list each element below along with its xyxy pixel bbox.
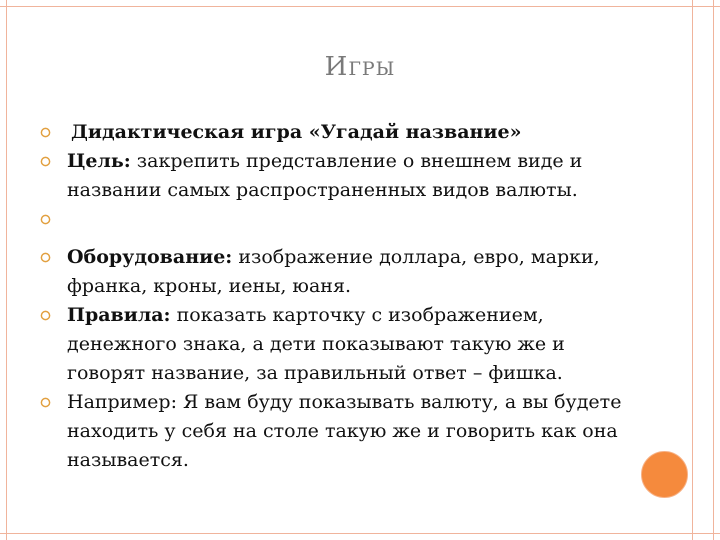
decorative-circle <box>641 451 688 498</box>
slide-title-cap: И <box>324 52 349 82</box>
rules-text: показать карточку с изображением, денежного знака, а дети показывают такую же и говорят название, за правильный ответ – фишка. <box>67 304 565 384</box>
rules-label: Правила: <box>67 304 171 326</box>
equipment-text: изображение доллара, евро, марки, франка, кроны, иены, юаня. <box>67 246 600 297</box>
list-item-game <box>40 118 640 147</box>
example-text: Например: Я вам буду показывать валюту, а вы будете находить у себя на столе такую же и говорить как она называется. <box>67 391 622 471</box>
slide-title-rest: ГРЫ <box>348 58 396 80</box>
frame-line-right-inner <box>692 0 693 540</box>
bullet-icon <box>40 252 51 263</box>
list-item-equipment <box>40 243 640 301</box>
game-title: Дидактическая игра «Угадай название» <box>71 121 522 143</box>
bullet-icon <box>40 397 51 408</box>
frame-line-top <box>0 6 720 7</box>
list-item-goal <box>40 147 640 205</box>
bullet-icon <box>40 127 51 138</box>
bullet-list <box>40 118 640 475</box>
equipment-label: Оборудование: <box>67 246 233 268</box>
bullet-icon <box>40 310 51 321</box>
goal-text: закрепить представление о внешнем виде и названии самых распространенных видов валюты. <box>67 150 583 201</box>
goal-label: Цель: <box>67 150 131 172</box>
list-item-empty <box>40 205 640 243</box>
slide-title <box>250 52 470 82</box>
frame-line-left <box>6 0 7 540</box>
list-item-rules <box>40 301 640 388</box>
list-item-example <box>40 388 640 475</box>
frame-line-bottom <box>0 533 720 534</box>
frame-line-right-outer <box>713 0 714 540</box>
bullet-icon <box>40 214 51 225</box>
bullet-icon <box>40 156 51 167</box>
